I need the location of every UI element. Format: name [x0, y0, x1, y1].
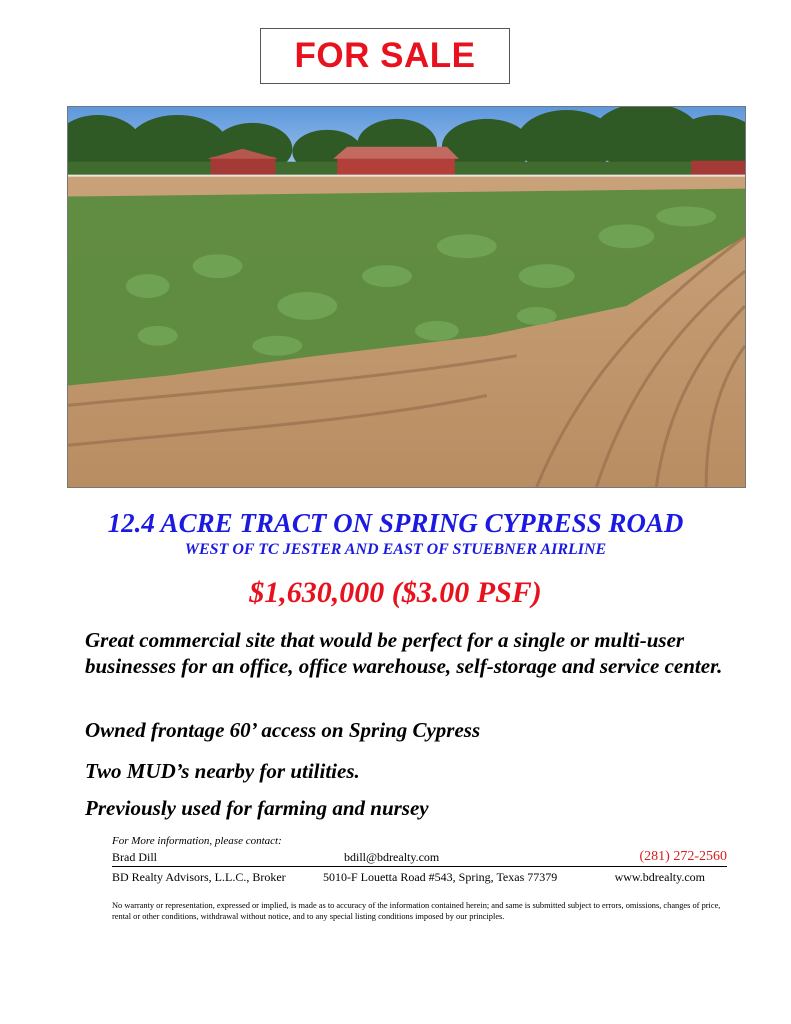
for-sale-banner: [260, 28, 510, 84]
property-photo: [67, 106, 746, 488]
contact-phone[interactable]: (281) 272-2560: [639, 849, 727, 864]
field-photo-illustration: [68, 107, 745, 487]
company-name: BD Realty Advisors, L.L.C., Broker: [112, 870, 286, 884]
listing-price: $1,630,000 ($3.00 PSF): [249, 576, 542, 609]
contact-lead: For More information, please contact:: [112, 835, 282, 847]
disclaimer-text: No warranty or representation, expressed or implied, is made as to accuracy of the information contained herein; and same is submitted subject to errors, omissions, changes of price, rental or other conditions, withdrawal without notice, and to any special listing conditions imposed by our principles.: [112, 901, 721, 921]
contact-name: Brad Dill: [112, 850, 157, 864]
for-sale-text: FOR SALE: [294, 36, 476, 75]
feature-previous-use: Previously used for farming and nursey: [85, 796, 429, 820]
listing-subtitle: WEST OF TC JESTER AND EAST OF STUEBNER AIRLINE: [184, 541, 607, 558]
listing-title: 12.4 ACRE TRACT ON SPRING CYPRESS ROAD: [107, 508, 684, 538]
listing-description: Great commercial site that would be perfect for a single or multi-user businesses for an office, office warehouse, self-storage and service center.: [85, 628, 723, 678]
feature-frontage: Owned frontage 60’ access on Spring Cypress: [85, 718, 481, 742]
contact-row-primary: [112, 850, 727, 867]
company-website[interactable]: www.bdrealty.com: [614, 870, 705, 884]
feature-utilities: Two MUD’s nearby for utilities.: [85, 759, 360, 783]
company-address: 5010-F Louetta Road #543, Spring, Texas 77379: [323, 870, 558, 884]
contact-email[interactable]: bdill@bdrealty.com: [344, 850, 440, 864]
